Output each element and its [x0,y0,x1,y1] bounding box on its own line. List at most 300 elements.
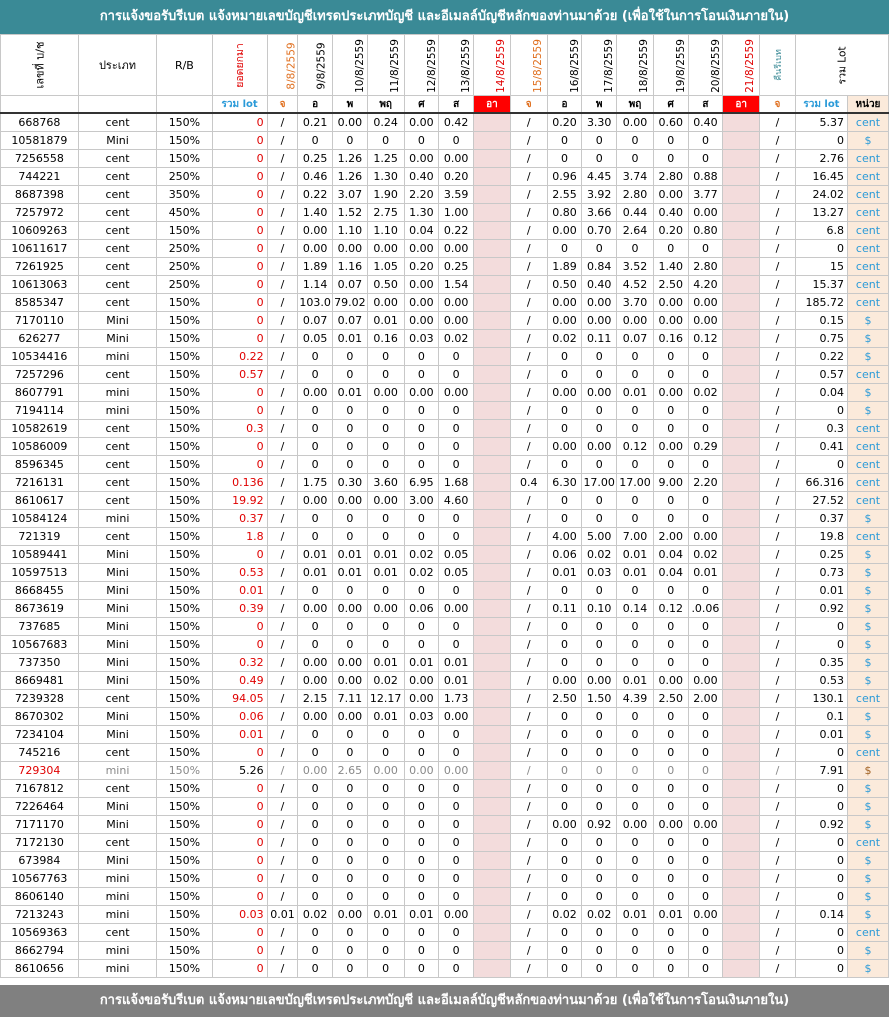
refund-cell: / [760,420,796,438]
day-cell: 0.02 [298,906,333,924]
day-cell: 0 [547,744,582,762]
sunday-cell [723,168,760,186]
day-cell: 0 [653,942,688,960]
day-cell: 1.05 [367,258,404,276]
day-cell: 0.01 [367,564,404,582]
day-cell: 0 [653,654,688,672]
day-cell: 0 [404,924,439,942]
day-cell: 0 [547,150,582,168]
sunday-cell [723,330,760,348]
day-cell: 0.20 [653,222,688,240]
sunday-cell [723,456,760,474]
day-cell: 0 [404,456,439,474]
day-cell: 0 [582,456,617,474]
day-cell: 0 [298,402,333,420]
carry-cell: 0.01 [212,726,267,744]
day-cell: 0.00 [582,438,617,456]
day-cell: 0 [404,888,439,906]
type-cell: Mini [78,546,157,564]
day-cell: 0.00 [404,690,439,708]
sunday-cell [723,924,760,942]
table-row [1,762,889,780]
header-date: 20/8/2559 [688,35,723,96]
refund-cell: / [760,924,796,942]
account-cell: 8585347 [1,294,79,312]
total-cell: 0 [795,852,847,870]
day-cell: 0.01 [617,546,654,564]
total-cell: 0.73 [795,564,847,582]
day-cell: 0 [653,456,688,474]
sunday-cell [474,870,511,888]
carry-cell: 0 [212,798,267,816]
day-cell: / [267,330,298,348]
day-cell: 0 [582,960,617,978]
sunday-cell [474,276,511,294]
day-cell: 0 [688,654,723,672]
total-cell: 0.14 [795,906,847,924]
day-cell: 0 [439,870,474,888]
day-cell: 0 [617,924,654,942]
day-cell: 0 [688,762,723,780]
total-cell: 130.1 [795,690,847,708]
unit-cell: cent [847,150,888,168]
day-cell: 0 [547,852,582,870]
day-cell: 0 [688,150,723,168]
table-row [1,312,889,330]
day-cell: 0 [617,708,654,726]
day-cell: 0 [439,888,474,906]
day-cell: 0 [653,132,688,150]
sunday-cell [474,798,511,816]
day-cell: 3.07 [333,186,368,204]
day-cell: / [267,366,298,384]
day-cell: / [267,816,298,834]
type-cell: Mini [78,708,157,726]
day-cell: / [267,204,298,222]
unit-cell: $ [847,780,888,798]
sunday-cell [723,420,760,438]
day-cell: 0 [617,618,654,636]
unit-cell: cent [847,492,888,510]
day-cell: 0 [688,852,723,870]
day-cell: 0.07 [333,312,368,330]
day-cell: 3.60 [367,474,404,492]
day-cell: 0.00 [333,654,368,672]
carry-cell: 0 [212,852,267,870]
day-cell: 0.60 [653,113,688,132]
day-cell: 0.88 [688,168,723,186]
sunday-cell [723,348,760,366]
day-cell: 17.00 [582,474,617,492]
total-cell: 2.76 [795,150,847,168]
sub-empty [157,96,212,114]
day-cell: 0 [439,852,474,870]
refund-cell: / [760,852,796,870]
day-cell: 0 [367,960,404,978]
day-cell: 0 [333,438,368,456]
day-cell: / [267,798,298,816]
day-cell: 0 [333,132,368,150]
sub-empty [1,96,79,114]
day-cell: 0.00 [439,906,474,924]
sunday-cell [723,960,760,978]
unit-cell: $ [847,960,888,978]
day-cell: 0 [617,960,654,978]
day-cell: 3.59 [439,186,474,204]
day-cell: 0 [582,942,617,960]
account-cell: 8673619 [1,600,79,618]
day-cell: 0.00 [404,312,439,330]
rb-cell: 150% [157,150,212,168]
day-cell: 0.02 [367,672,404,690]
total-cell: 0.15 [795,312,847,330]
sub-day: จ [760,96,796,114]
refund-cell: / [760,816,796,834]
type-cell: Mini [78,132,157,150]
type-cell: Mini [78,816,157,834]
day-cell: 0 [653,366,688,384]
unit-cell: cent [847,456,888,474]
carry-cell: 0 [212,258,267,276]
sunday-cell [474,960,511,978]
day-cell: 0 [547,834,582,852]
day-cell: 0 [653,762,688,780]
day-cell: 0 [439,834,474,852]
day-cell: / [267,618,298,636]
day-cell: 0.84 [582,258,617,276]
day-cell: 0 [617,780,654,798]
type-cell: Mini [78,636,157,654]
rb-cell: 150% [157,690,212,708]
sunday-cell [723,528,760,546]
header-date: 21/8/2559 [723,35,760,96]
day-cell: 0 [582,798,617,816]
day-cell: 0 [298,510,333,528]
header-row [1,35,889,96]
type-cell: Mini [78,798,157,816]
type-cell: Mini [78,600,157,618]
day-cell: 0 [582,870,617,888]
carry-cell: 0.37 [212,510,267,528]
account-cell: 8607791 [1,384,79,402]
day-cell: 79.02 [333,294,368,312]
sunday-cell [474,113,511,132]
day-cell: / [267,834,298,852]
day-cell: / [510,420,547,438]
carry-cell: 0 [212,888,267,906]
day-cell: 12.17 [367,690,404,708]
day-cell: 0 [439,348,474,366]
day-cell: 1.16 [333,258,368,276]
total-cell: 24.02 [795,186,847,204]
total-cell: 0 [795,798,847,816]
day-cell: 0.96 [547,168,582,186]
sunday-cell [474,780,511,798]
day-cell: 0 [298,798,333,816]
day-cell: 0 [547,366,582,384]
carry-cell: 0 [212,186,267,204]
rebate-table [0,34,889,978]
header-refund: คืนรีเบท [760,35,796,96]
day-cell: 0 [547,636,582,654]
refund-cell: / [760,258,796,276]
table-row [1,618,889,636]
day-cell: / [510,402,547,420]
sunday-cell [474,132,511,150]
day-cell: 0.24 [367,113,404,132]
sunday-cell [723,294,760,312]
table-row [1,222,889,240]
day-cell: 0 [333,852,368,870]
day-cell: 0 [688,420,723,438]
subheader-row [1,96,889,114]
type-cell: Mini [78,582,157,600]
day-cell: 0.00 [688,528,723,546]
carry-cell: 0.03 [212,906,267,924]
carry-cell: 0 [212,384,267,402]
day-cell: 1.26 [333,168,368,186]
day-cell: / [510,816,547,834]
day-cell: 0 [653,798,688,816]
day-cell: / [510,960,547,978]
type-cell: cent [78,113,157,132]
sub-day: ส [439,96,474,114]
account-cell: 737685 [1,618,79,636]
day-cell: 1.89 [298,258,333,276]
day-cell: 0 [582,420,617,438]
total-cell: 0 [795,780,847,798]
day-cell: 0.01 [367,906,404,924]
day-cell: 1.40 [298,204,333,222]
account-cell: 7257296 [1,366,79,384]
sunday-cell [474,888,511,906]
unit-cell: cent [847,744,888,762]
unit-cell: $ [847,852,888,870]
day-cell: 0 [688,888,723,906]
day-cell: 0.00 [367,762,404,780]
day-cell: 3.70 [617,294,654,312]
day-cell: 0 [333,942,368,960]
total-cell: 0 [795,456,847,474]
carry-cell: 0.53 [212,564,267,582]
day-cell: 0 [298,834,333,852]
table-row [1,240,889,258]
sunday-cell [723,402,760,420]
carry-cell: 0.06 [212,708,267,726]
day-cell: 0.00 [653,186,688,204]
day-cell: 0.00 [582,672,617,690]
refund-cell: / [760,888,796,906]
day-cell: / [510,240,547,258]
day-cell: 1.75 [298,474,333,492]
refund-cell: / [760,798,796,816]
sub-day: ส [688,96,723,114]
type-cell: cent [78,744,157,762]
sunday-cell [723,816,760,834]
day-cell: 0 [298,456,333,474]
day-cell: 0 [298,438,333,456]
day-cell: / [267,186,298,204]
day-cell: / [510,924,547,942]
total-cell: 6.8 [795,222,847,240]
account-cell: 7256558 [1,150,79,168]
day-cell: 0 [367,636,404,654]
header-date: 14/8/2559 [474,35,511,96]
total-cell: 0.92 [795,600,847,618]
day-cell: 0 [404,834,439,852]
carry-cell: 0.39 [212,600,267,618]
carry-cell: 5.26 [212,762,267,780]
day-cell: 0 [688,510,723,528]
day-cell: 1.68 [439,474,474,492]
type-cell: mini [78,402,157,420]
unit-cell: cent [847,222,888,240]
rb-cell: 150% [157,834,212,852]
day-cell: 0 [617,636,654,654]
refund-cell: / [760,564,796,582]
sunday-cell [723,546,760,564]
day-cell: 0.00 [333,906,368,924]
day-cell: 0.00 [688,816,723,834]
sub-day-sunday: อา [723,96,760,114]
total-cell: 185.72 [795,294,847,312]
day-cell: / [267,456,298,474]
day-cell: 0 [617,492,654,510]
day-cell: 0 [653,726,688,744]
table-row [1,942,889,960]
sunday-cell [723,438,760,456]
day-cell: / [267,510,298,528]
day-cell: 0 [688,492,723,510]
table-row [1,168,889,186]
total-cell: 0.22 [795,348,847,366]
day-cell: 0.40 [582,276,617,294]
day-cell: 0 [688,708,723,726]
day-cell: 0.20 [404,258,439,276]
day-cell: 0.01 [439,654,474,672]
rb-cell: 150% [157,708,212,726]
day-cell: 0.02 [582,546,617,564]
day-cell: 0.20 [547,113,582,132]
day-cell: 0.00 [333,113,368,132]
sunday-cell [723,113,760,132]
unit-cell: $ [847,600,888,618]
sunday-cell [474,816,511,834]
day-cell: / [267,762,298,780]
day-cell: 0.00 [298,384,333,402]
day-cell: 3.92 [582,186,617,204]
account-cell: 10567683 [1,636,79,654]
day-cell: 7.11 [333,690,368,708]
day-cell: 0 [582,744,617,762]
refund-cell: / [760,132,796,150]
day-cell: 0 [547,654,582,672]
account-cell: 737350 [1,654,79,672]
table-row [1,834,889,852]
day-cell: 0.00 [439,762,474,780]
day-cell: 0.04 [653,564,688,582]
account-cell: 7170110 [1,312,79,330]
day-cell: 0 [653,708,688,726]
sunday-cell [723,492,760,510]
day-cell: / [510,582,547,600]
day-cell: / [510,672,547,690]
carry-cell: 0 [212,113,267,132]
day-cell: 4.39 [617,690,654,708]
day-cell: 0 [439,582,474,600]
day-cell: 0.00 [333,240,368,258]
day-cell: 0 [653,744,688,762]
day-cell: 0 [367,456,404,474]
rb-cell: 150% [157,384,212,402]
day-cell: 2.50 [547,690,582,708]
account-cell: 668768 [1,113,79,132]
refund-cell: / [760,492,796,510]
total-cell: 15.37 [795,276,847,294]
rb-cell: 150% [157,942,212,960]
table-row [1,474,889,492]
day-cell: 0 [547,510,582,528]
type-cell: cent [78,168,157,186]
rb-cell: 150% [157,870,212,888]
day-cell: 0.30 [333,474,368,492]
header-date: 13/8/2559 [439,35,474,96]
day-cell: 0 [653,348,688,366]
header-date: 12/8/2559 [404,35,439,96]
table-row [1,798,889,816]
table-row [1,546,889,564]
day-cell: 4.60 [439,492,474,510]
day-cell: 0 [617,942,654,960]
carry-cell: 0 [212,870,267,888]
unit-cell: $ [847,348,888,366]
day-cell: 0 [404,780,439,798]
sunday-cell [474,546,511,564]
day-cell: 6.95 [404,474,439,492]
day-cell: 2.80 [688,258,723,276]
day-cell: 0 [404,510,439,528]
day-cell: 0 [298,348,333,366]
day-cell: 0.00 [547,294,582,312]
day-cell: 0 [298,870,333,888]
refund-cell: / [760,942,796,960]
day-cell: 0.07 [298,312,333,330]
table-row [1,672,889,690]
day-cell: 2.20 [404,186,439,204]
rb-cell: 250% [157,240,212,258]
day-cell: 0 [404,618,439,636]
total-cell: 19.8 [795,528,847,546]
day-cell: 0 [404,726,439,744]
sunday-cell [474,186,511,204]
total-cell: 0.75 [795,330,847,348]
day-cell: 0 [333,726,368,744]
day-cell: 0.11 [547,600,582,618]
unit-cell: $ [847,816,888,834]
unit-cell: cent [847,420,888,438]
day-cell: 0 [298,852,333,870]
account-cell: 8596345 [1,456,79,474]
day-cell: 0 [367,726,404,744]
day-cell: 0 [439,402,474,420]
day-cell: 0.00 [653,294,688,312]
day-cell: / [510,438,547,456]
day-cell: / [510,168,547,186]
day-cell: 0 [617,240,654,258]
rb-cell: 150% [157,456,212,474]
day-cell: 0 [333,924,368,942]
day-cell: 2.15 [298,690,333,708]
